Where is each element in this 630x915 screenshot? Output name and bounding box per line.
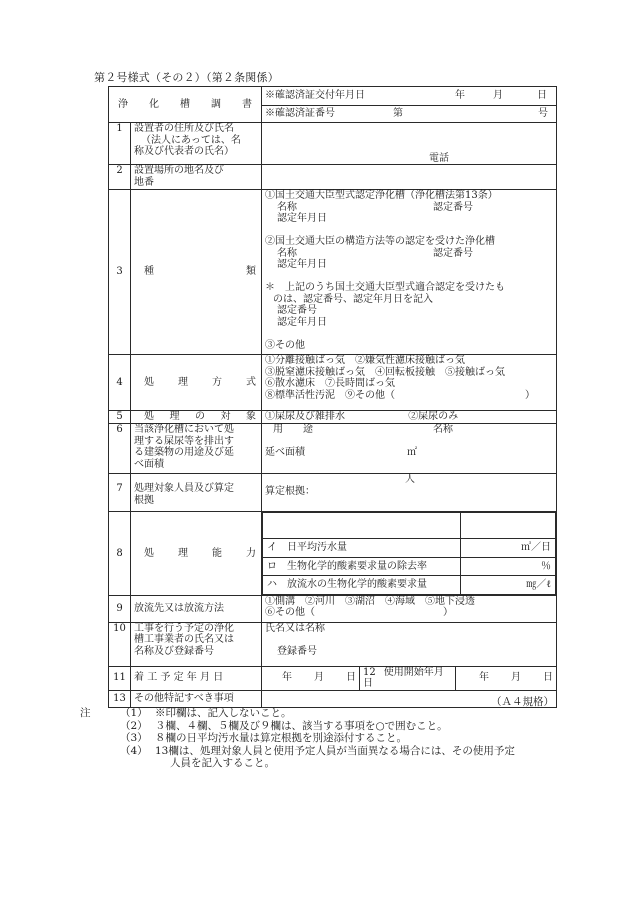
type-note: ＊ 上記のうち国土交通大臣型式適合認定を受けたも (265, 282, 505, 293)
note-number: （3） (120, 732, 148, 744)
month-unit: 月 (314, 672, 324, 684)
method-options[interactable]: ③脱窒濾床接触ばっ気 ④回転板接触 ⑤接触ばっ気 (265, 366, 505, 378)
note-item (80, 745, 515, 758)
blank-row (263, 513, 461, 539)
year-unit: 年 (479, 672, 490, 684)
row-number: 8 (109, 512, 131, 596)
cert-number-label: 認定番号 (277, 305, 317, 316)
method-options[interactable]: ⑧標準活性汚泥 ⑨その他（ (265, 389, 395, 401)
month-unit: 月 (511, 672, 522, 684)
cert-no-cell[interactable] (262, 106, 557, 123)
row-number: 9 (109, 595, 131, 622)
method-options[interactable]: ①分離接触ばっ気 ②嫌気性濾床接触ばっ気 (265, 355, 465, 366)
name-line (265, 248, 553, 260)
label-char: 対 (220, 411, 231, 422)
name-line (265, 202, 553, 214)
day-unit: 日 (543, 672, 554, 684)
blank-cell (461, 513, 556, 539)
issue-date-cell[interactable] (262, 87, 557, 106)
note-text: 人員を記入すること。 (170, 757, 275, 769)
label-line: 当該浄化槽において処 (134, 424, 234, 435)
row4-label (131, 355, 262, 411)
label-char: 処 (144, 411, 154, 422)
row13-label: その他特記すべき事項 (131, 690, 262, 707)
label-line: （法人にあっては、名 (141, 134, 241, 146)
discharge-other-line (265, 607, 553, 619)
area-unit: ㎡ (407, 447, 417, 458)
contractor-name-label: 氏名又は名称 (265, 622, 325, 634)
area-line (265, 447, 553, 459)
capacity-unit[interactable]: ％ (461, 557, 556, 576)
issue-date-label: ※確認済証交付年月日 (265, 90, 365, 102)
building-field[interactable] (262, 424, 557, 474)
label-line: べ面積 (134, 458, 164, 470)
note-item (80, 732, 515, 745)
capacity-item: ハ 放流水の生物化学的酸素要求量 (263, 576, 461, 595)
year-unit: 年 (455, 90, 465, 102)
note-spacer (80, 732, 120, 745)
location-field[interactable] (262, 165, 557, 190)
label-char: 象 (246, 411, 256, 422)
cert-number-label: 認定番号 (433, 247, 473, 259)
start-date-field[interactable] (262, 666, 360, 690)
label-char: 類 (246, 266, 256, 278)
header-char: 化 (149, 98, 159, 110)
note-text: ３欄、４欄、５欄及び９欄は、該当する事項を○で囲むこと。 (155, 719, 448, 732)
name-label: 名称 (277, 247, 297, 259)
label-char: 能 (212, 547, 222, 559)
label-line: 槽工事業者の氏名又は (134, 634, 234, 645)
basis-label: 算定根拠： (265, 485, 315, 497)
row-number: 12 (363, 666, 376, 678)
type-option-1[interactable]: ①国土交通大臣型式認定浄化槽（浄化槽法第13条） (265, 190, 498, 201)
cert-date-label: 認定年月日 (277, 213, 327, 224)
label-char: 方 (212, 376, 222, 388)
spacer (265, 225, 553, 237)
label-line: る建築物の用途及び延 (134, 447, 234, 458)
row-number: 1 (109, 123, 131, 165)
label-line: 地番 (134, 176, 154, 188)
form-table (108, 86, 557, 708)
note-number: （4） (120, 744, 148, 757)
header-char: 槽 (180, 98, 190, 110)
label-char: 力 (246, 547, 256, 559)
label-line: 根拠 (134, 494, 154, 506)
capacity-field (262, 512, 557, 596)
label-char: 理 (169, 411, 180, 422)
note-text: 13欄は、処理対象人員と使用予定人員が当面異なる場合には、その使用予定 (155, 744, 515, 757)
day-unit: 日 (537, 90, 547, 102)
capacity-item: イ 日平均汚水量 (263, 539, 461, 558)
name-label: 名称 (433, 424, 453, 435)
spacer (265, 328, 553, 340)
year-unit: 年 (282, 672, 292, 684)
label-char: 処 (144, 547, 154, 559)
start-date-label: 着工予定年月日 (134, 672, 227, 684)
type-field[interactable] (262, 190, 557, 355)
method-options[interactable]: ⑥散水濾床 ⑦長時間ばっ気 (265, 378, 395, 389)
row6-label (131, 424, 262, 474)
target-field[interactable] (262, 411, 557, 424)
size-note: （Ａ４規格） (491, 696, 554, 708)
target-option-2[interactable]: ②屎尿のみ (408, 411, 459, 422)
label-line: 設置場所の地名及び (134, 165, 224, 176)
notes-label: 注 (80, 707, 91, 719)
label-char: 理 (178, 376, 188, 388)
capacity-table (262, 512, 556, 595)
header-title-cell (109, 87, 262, 123)
phone-label: 電話 (429, 152, 449, 164)
capacity-unit[interactable]: ㎎／ℓ (461, 576, 556, 595)
use-start-date-field[interactable] (456, 666, 557, 690)
note-item (80, 707, 515, 720)
discharge-field[interactable] (262, 595, 557, 622)
row1-label (131, 123, 262, 165)
row-number: 3 (109, 190, 131, 355)
note-text: ８欄の日平均汚水量は算定根拠を別途添付すること。 (155, 732, 407, 744)
use-start-label: 使用開始年月日 (363, 666, 444, 689)
label-char: 種 (144, 266, 154, 278)
note-number: （1） (120, 707, 148, 719)
cert-date-label: 認定年月日 (277, 316, 327, 328)
note-spacer (80, 720, 120, 733)
method-other-line (265, 390, 553, 402)
row7-label (131, 474, 262, 512)
close-paren: ） (443, 607, 453, 618)
page-title: 第２号様式（その２）（第２条関係） (94, 71, 279, 84)
target-option-1[interactable]: ①屎尿及び雑排水 (265, 411, 345, 422)
row10-label (131, 622, 262, 666)
discharge-options[interactable]: ①側溝 ②河川 ③湖沼 ④海域 ⑤地下浸透 (265, 595, 475, 607)
label-char: 理 (178, 547, 188, 559)
note-text: ※印欄は、記入しないこと。 (155, 707, 292, 719)
row2-label (131, 165, 262, 190)
row-number: 13 (109, 690, 131, 707)
discharge-options[interactable]: ⑥その他（ (265, 607, 315, 618)
cert-no-suffix: 号 (538, 108, 548, 120)
cert-date-label: 認定年月日 (277, 259, 327, 270)
owner-field[interactable] (262, 123, 557, 165)
person-unit: 人 (405, 474, 415, 485)
row3-label (131, 190, 262, 355)
name-label: 名称 (277, 201, 297, 213)
note-number (120, 757, 155, 770)
contractor-field[interactable] (262, 622, 557, 666)
row11-label (131, 666, 262, 690)
header-char: 書 (242, 98, 252, 110)
capacity-unit[interactable]: ㎥／日 (461, 539, 556, 558)
label-char: 処 (144, 376, 154, 388)
type-option-3[interactable]: ③その他 (265, 339, 305, 351)
row5-label (131, 411, 262, 424)
row-number: 4 (109, 355, 131, 411)
label-line: 名称及び登録番号 (134, 645, 214, 657)
spacer (265, 271, 553, 283)
notes (80, 707, 515, 770)
label-line: 設置者の住所及び氏名 (134, 123, 234, 134)
cert-no-prefix: 第 (393, 108, 403, 120)
type-note: のは、認定番号、認定年月日を記入 (273, 293, 433, 305)
label-char: の (195, 411, 205, 422)
population-field[interactable] (262, 474, 557, 512)
note-number: （2） (120, 719, 148, 732)
use-label: 用 途 (273, 424, 313, 435)
spacer (265, 634, 553, 646)
label-line: 理する屎尿等を排出す (134, 435, 234, 447)
day-unit: 日 (346, 672, 356, 684)
registration-label: 登録番号 (277, 645, 317, 657)
note-spacer (80, 745, 120, 758)
label-line: 称及び代表者の氏名） (134, 146, 234, 157)
capacity-item: ロ 生物化学的酸素要求量の除去率 (263, 557, 461, 576)
row-number: 11 (109, 666, 131, 690)
note-spacer (80, 757, 120, 770)
spacer (265, 436, 553, 448)
type-option-2[interactable]: ②国土交通大臣の構造方法等の認定を受けた浄化槽 (265, 236, 495, 247)
month-unit: 月 (493, 90, 503, 102)
row8-label (131, 512, 262, 596)
row-number: 2 (109, 165, 131, 190)
cert-number-label: 認定番号 (433, 201, 473, 213)
method-field[interactable] (262, 355, 557, 411)
note-item (80, 720, 515, 733)
row-number: 10 (109, 622, 131, 666)
label-line: 工事を行う予定の浄化 (134, 622, 234, 634)
header-char: 調 (211, 98, 221, 110)
close-paren: ） (525, 389, 535, 401)
row-number: 6 (109, 424, 131, 474)
row-number: 5 (109, 411, 131, 424)
note-item (80, 757, 515, 770)
cert-no-label: ※確認済証番号 (265, 108, 335, 120)
label-char: 式 (246, 376, 256, 388)
area-label: 延べ面積 (265, 447, 305, 458)
row9-label: 放流先又は放流方法 (131, 595, 262, 622)
row12-label (360, 666, 456, 690)
use-line (265, 424, 553, 436)
label-line: 処理対象人員及び算定 (134, 483, 234, 494)
header-char: 浄 (118, 98, 128, 110)
row-number: 7 (109, 474, 131, 512)
